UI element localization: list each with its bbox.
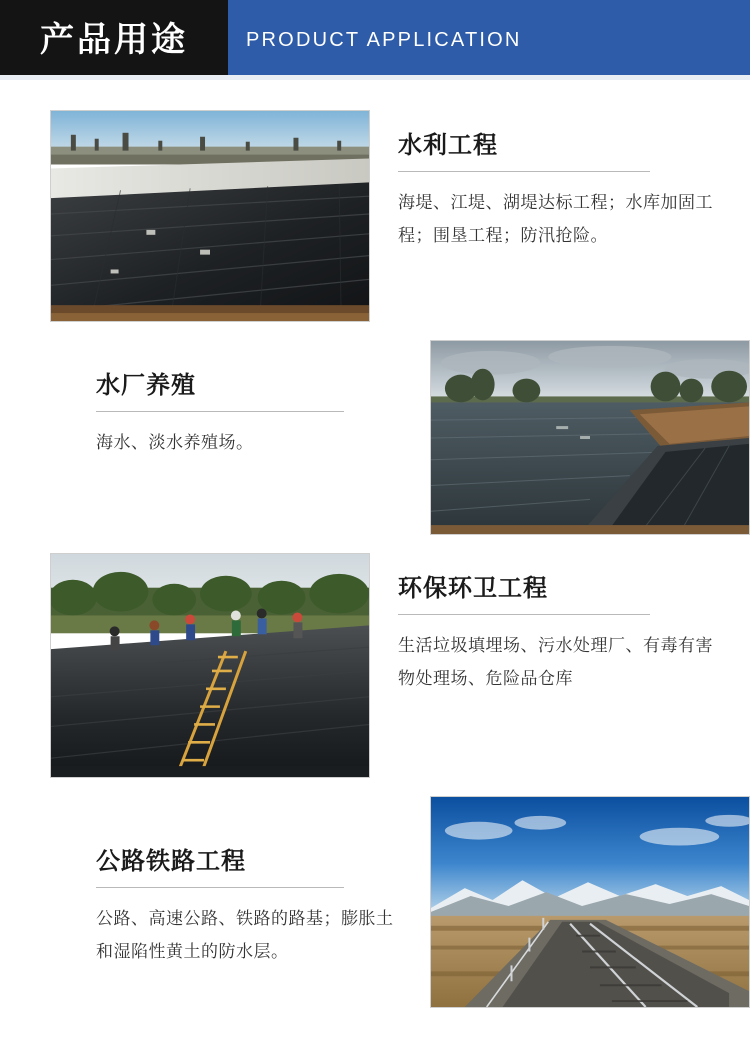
section-body: 公路、高速公路、铁路的路基；膨胀土和湿陷性黄土的防水层。 [96, 908, 394, 961]
header-cn-block [0, 0, 228, 80]
section-image-road-rail [430, 796, 750, 1008]
sections-list [0, 80, 750, 1008]
section-text [370, 553, 750, 695]
section-row [50, 110, 750, 322]
section-divider [96, 887, 344, 888]
section-divider [398, 614, 650, 615]
section-title: 环保环卫工程 [398, 575, 548, 602]
section-row [48, 340, 750, 535]
section-image-environmental [50, 553, 370, 778]
section-body: 海堤、江堤、湖堤达标工程；水库加固工程；围垦工程；防汛抢险。 [398, 192, 713, 245]
section-text [48, 340, 430, 459]
section-divider [96, 411, 344, 412]
section-text [48, 796, 430, 968]
section-title: 水厂养殖 [96, 372, 196, 399]
section-image-water-conservancy [50, 110, 370, 322]
page-title-cn: 产品用途 [40, 21, 188, 59]
section-title: 公路铁路工程 [96, 848, 246, 875]
section-body: 海水、淡水养殖场。 [96, 432, 254, 452]
section-row [48, 796, 750, 1008]
section-text [370, 110, 750, 252]
section-image-aquaculture [430, 340, 750, 535]
page-title-en: PRODUCT APPLICATION [246, 28, 522, 51]
section-body: 生活垃圾填埋场、污水处理厂、有毒有害物处理场、危险品仓库 [398, 635, 713, 688]
page-header [0, 0, 750, 80]
section-title: 水利工程 [398, 132, 498, 159]
section-row [50, 553, 750, 778]
section-divider [398, 171, 650, 172]
